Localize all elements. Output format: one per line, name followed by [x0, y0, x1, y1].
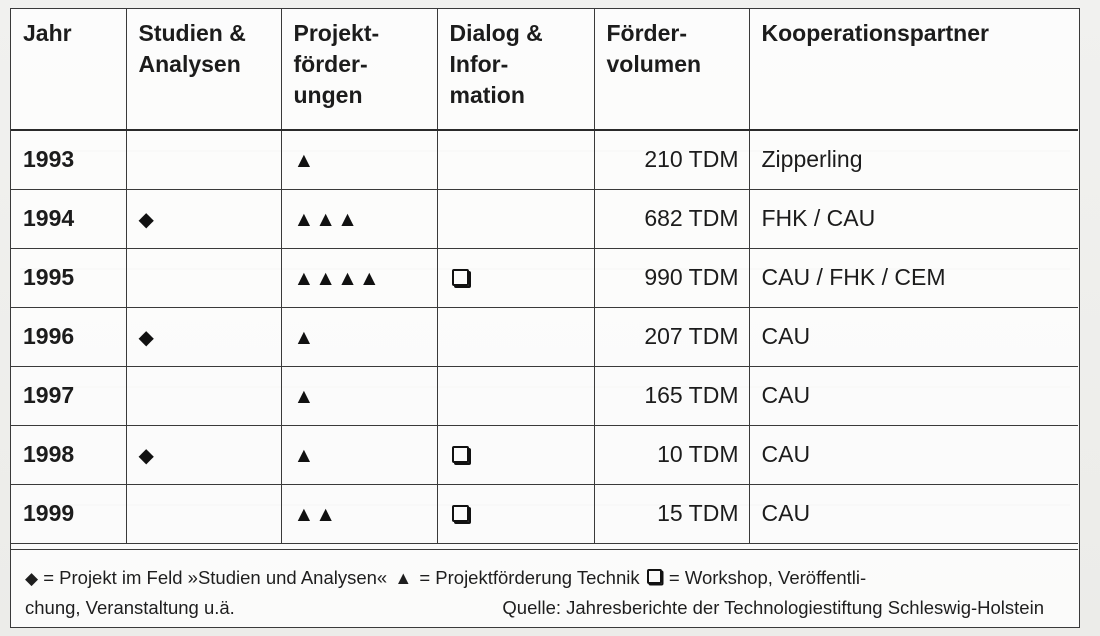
triangle-icon: ▲ — [293, 503, 316, 526]
header-volume-line: volumen — [606, 51, 702, 77]
cell-volume: 165 TDM — [594, 366, 749, 425]
header-year-line: Jahr — [23, 20, 72, 46]
triangle-icon: ▲ — [337, 208, 359, 231]
cell-year: 1998 — [11, 425, 126, 484]
header-dialog — [437, 9, 594, 130]
cell-partners: FHK / CAU — [749, 189, 1078, 248]
header-studies-line: Analysen — [138, 51, 241, 77]
cell-year: 1995 — [11, 248, 126, 307]
funding-table-frame — [10, 8, 1080, 628]
triangle-icon: ▲ — [293, 444, 316, 467]
square-box-icon — [452, 269, 469, 286]
header-dialog-line: Infor- — [449, 51, 509, 77]
cell-projects — [281, 248, 437, 307]
legend-line-1 — [25, 563, 1066, 593]
header-volume-line: Förder- — [606, 20, 687, 46]
cell-partners: Zipperling — [749, 130, 1078, 189]
cell-studies — [126, 189, 281, 248]
cell-studies — [126, 425, 281, 484]
cell-dialog — [437, 130, 594, 189]
cell-projects — [281, 130, 437, 189]
legend-continuation: chung, Veranstaltung u.ä. — [25, 597, 235, 618]
table-header-row — [11, 9, 1078, 130]
cell-year: 1996 — [11, 307, 126, 366]
triangle-icon: ▲ — [293, 149, 316, 173]
header-dialog-line: Dialog & — [449, 20, 543, 46]
cell-year: 1994 — [11, 189, 126, 248]
table-row — [11, 130, 1078, 189]
header-projects-line: förder- — [293, 51, 368, 77]
triangle-icon: ▲ — [337, 267, 359, 290]
header-year — [11, 9, 126, 130]
cell-partners: CAU — [749, 307, 1078, 366]
legend-triangle-text: = Projektförderung Technik — [414, 567, 640, 588]
diamond-icon: ◆ — [25, 569, 39, 588]
square-box-icon — [452, 446, 469, 463]
triangle-icon: ▲ — [394, 568, 413, 588]
table-row — [11, 484, 1078, 543]
cell-projects — [281, 366, 437, 425]
cell-dialog — [437, 484, 594, 543]
table-row — [11, 248, 1078, 307]
triangle-icon: ▲ — [315, 267, 338, 290]
cell-year: 1997 — [11, 366, 126, 425]
cell-volume: 15 TDM — [594, 484, 749, 543]
header-projects — [281, 9, 437, 130]
cell-partners: CAU — [749, 425, 1078, 484]
header-dialog-line: mation — [449, 82, 525, 108]
square-box-icon — [452, 505, 469, 522]
cell-year: 1999 — [11, 484, 126, 543]
cell-projects — [281, 189, 437, 248]
table-row — [11, 189, 1078, 248]
triangle-icon: ▲ — [358, 267, 381, 290]
diamond-icon: ◆ — [138, 445, 154, 467]
header-studies-line: Studien & — [138, 20, 246, 46]
triangle-icon: ▲ — [315, 208, 338, 231]
cell-volume: 990 TDM — [594, 248, 749, 307]
cell-volume: 210 TDM — [594, 130, 749, 189]
table-body — [11, 130, 1078, 543]
diamond-icon: ◆ — [138, 327, 154, 349]
header-projects-line: Projekt- — [293, 20, 380, 46]
triangle-icon: ▲ — [293, 326, 316, 349]
square-box-icon — [647, 569, 662, 584]
triangle-icon: ▲ — [293, 208, 316, 231]
cell-dialog — [437, 425, 594, 484]
cell-studies — [126, 130, 281, 189]
header-partners-line: Kooperationspartner — [761, 20, 989, 46]
legend-diamond-text: = Projekt im Feld »Studien und Analysen« — [38, 567, 388, 588]
cell-dialog — [437, 307, 594, 366]
header-volume — [594, 9, 749, 130]
triangle-icon: ▲ — [293, 385, 316, 408]
legend-source: Quelle: Jahresberichte der Technologiestiftung Schleswig-Holstein — [502, 597, 1044, 618]
cell-dialog — [437, 366, 594, 425]
cell-partners: CAU — [749, 484, 1078, 543]
cell-dialog — [437, 248, 594, 307]
cell-partners: CAU — [749, 366, 1078, 425]
cell-studies — [126, 484, 281, 543]
cell-studies — [126, 248, 281, 307]
cell-studies — [126, 307, 281, 366]
funding-table — [11, 9, 1078, 544]
legend-line-2 — [25, 593, 1066, 622]
triangle-icon: ▲ — [293, 267, 316, 290]
cell-volume: 207 TDM — [594, 307, 749, 366]
cell-year: 1993 — [11, 130, 126, 189]
diamond-icon: ◆ — [138, 209, 154, 231]
legend-note — [11, 549, 1078, 627]
triangle-icon: ▲ — [315, 503, 338, 526]
cell-volume: 682 TDM — [594, 189, 749, 248]
cell-volume: 10 TDM — [594, 425, 749, 484]
table-row — [11, 307, 1078, 366]
cell-projects — [281, 307, 437, 366]
cell-partners: CAU / FHK / CEM — [749, 248, 1078, 307]
header-projects-line: ungen — [293, 82, 363, 108]
cell-projects — [281, 484, 437, 543]
cell-studies — [126, 366, 281, 425]
cell-dialog — [437, 189, 594, 248]
legend-box-text: = Workshop, Veröffentli- — [663, 567, 867, 588]
header-studies — [126, 9, 281, 130]
table-row — [11, 425, 1078, 484]
table-row — [11, 366, 1078, 425]
header-partners — [749, 9, 1078, 130]
cell-projects — [281, 425, 437, 484]
